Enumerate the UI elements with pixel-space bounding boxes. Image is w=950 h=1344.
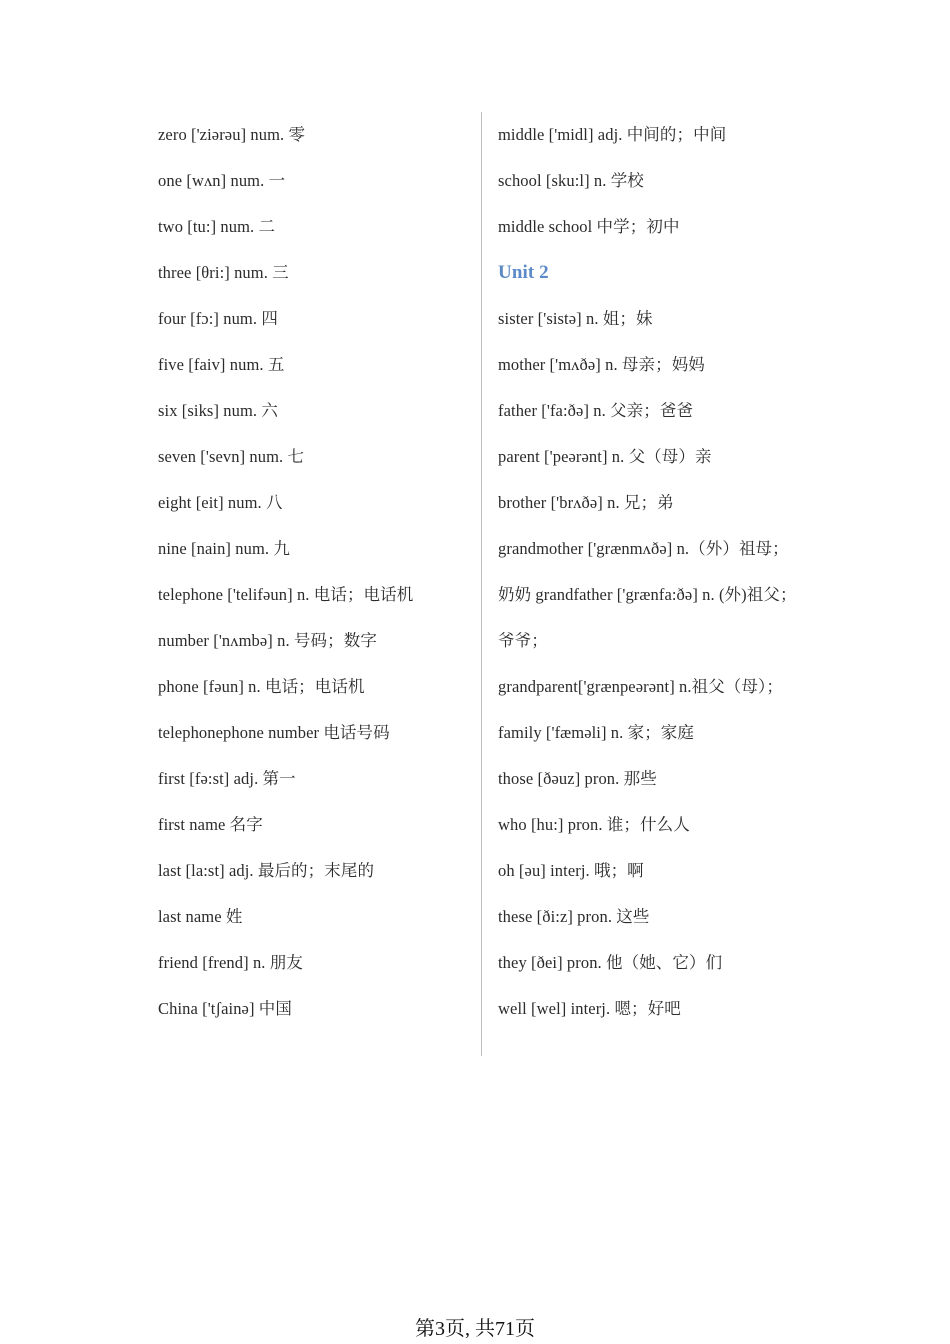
vocab-entry-school: school [sku:l] n. 学校 (498, 171, 644, 190)
vocab-entry-mother: mother ['mʌðə] n. 母亲；妈妈 (498, 355, 705, 374)
vocab-entry-seven: seven ['sevn] num. 七 (158, 447, 305, 466)
vocab-entry-last: last [la:st] adj. 最后的；末尾的 (158, 861, 375, 880)
vocab-entry-telephone: telephone ['telifəun] n. 电话；电话机 (158, 585, 414, 604)
vocab-entry-number: number ['nʌmbə] n. 号码；数字 (158, 631, 377, 650)
vocab-entry-one: one [wʌn] num. 一 (158, 171, 286, 190)
vocab-list-right (498, 112, 828, 1032)
vocab-entry-those: those [ðəuz] pron. 那些 (498, 769, 657, 788)
vocab-entry-grandfather: 奶奶 grandfather ['grænfa:ðə] n. (外)祖父； (498, 585, 797, 604)
vocab-entry-nine: nine [nain] num. 九 (158, 539, 290, 558)
vocab-entry-two: two [tu:] num. 二 (158, 217, 276, 236)
vocab-entry-middle-school: middle school 中学；初中 (498, 217, 680, 236)
vocab-entry-grandfather-cont: 爷爷； (498, 631, 548, 650)
vocab-entry-zero: zero ['ziərəu] num. 零 (158, 125, 306, 144)
page-footer: 第3页, 共71页 (415, 1318, 535, 1340)
vocab-entry-friend: friend [frend] n. 朋友 (158, 953, 303, 972)
vocab-entry-father: father ['fa:ðə] n. 父亲；爸爸 (498, 401, 694, 420)
vocab-entry-parent: parent ['peərənt] n. 父（母）亲 (498, 447, 712, 466)
vocab-entry-these: these [ði:z] pron. 这些 (498, 907, 650, 926)
vocab-entry-last-name: last name 姓 (158, 907, 243, 926)
vocab-entry-china: China ['tʃainə] 中国 (158, 999, 292, 1018)
vocab-entry-who: who [hu:] pron. 谁；什么人 (498, 815, 690, 834)
vocab-entry-sister: sister ['sistə] n. 姐；妹 (498, 309, 653, 328)
vocab-list-left (158, 112, 468, 1032)
vocab-entry-well: well [wel] interj. 嗯；好吧 (498, 999, 681, 1018)
vocab-entry-first: first [fə:st] adj. 第一 (158, 769, 296, 788)
vocab-entry-four: four [fɔ:] num. 四 (158, 309, 278, 328)
column-divider (481, 112, 482, 1056)
unit-heading: Unit 2 (498, 262, 549, 283)
vocab-entry-phone: phone [fəun] n. 电话；电话机 (158, 677, 365, 696)
vocab-entry-six: six [siks] num. 六 (158, 401, 278, 420)
vocab-entry-brother: brother ['brʌðə] n. 兄；弟 (498, 493, 674, 512)
vocab-entry-oh: oh [əu] interj. 哦；啊 (498, 861, 644, 880)
vocab-entry-family: family ['fæməli] n. 家；家庭 (498, 723, 695, 742)
vocab-entry-phone-number: telephonephone number 电话号码 (158, 723, 390, 742)
vocab-entry-three: three [θri:] num. 三 (158, 263, 289, 282)
vocab-entry-five: five [faiv] num. 五 (158, 355, 285, 374)
vocab-entry-eight: eight [eit] num. 八 (158, 493, 283, 512)
vocab-entry-first-name: first name 名字 (158, 815, 263, 834)
vocab-entry-they: they [ðei] pron. 他（她、它）们 (498, 953, 723, 972)
vocab-entry-grandparent: grandparent['grænpeərənt] n.祖父（母）； (498, 677, 783, 696)
vocab-entry-middle: middle ['midl] adj. 中间的；中间 (498, 125, 727, 144)
vocab-entry-grandmother: grandmother ['grænmʌðə] n.（外）祖母； (498, 539, 789, 558)
